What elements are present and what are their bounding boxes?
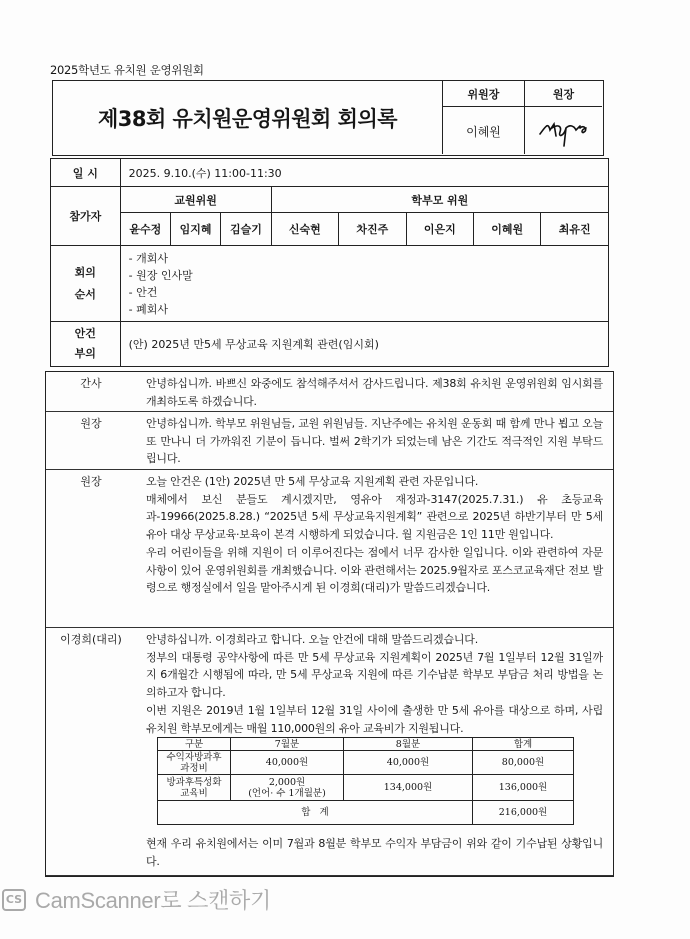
fee-value: 80,000원 bbox=[473, 751, 574, 775]
motion-label-line: 안건 bbox=[74, 327, 96, 340]
speech-paragraph: 안녕하십니까. 학부모 위원님들, 교원 위원님들. 지난주에는 유치원 운동회 때 함께 만나 뵙고 오늘 또 만나니 더 가까워진 기분이 듭니다. 벌써 2학기가 되었는데 남은 기간도 적극적인 지원 부탁드립니다. bbox=[146, 417, 603, 466]
fee-table bbox=[157, 737, 574, 825]
agenda-item: - 폐회사 bbox=[128, 302, 168, 316]
approval-role: 원장 bbox=[525, 81, 602, 107]
date-label: 일 시 bbox=[51, 159, 121, 187]
speech bbox=[146, 415, 603, 468]
date-value: 2025. 9.10.(수) 11:00-11:30 bbox=[120, 159, 608, 187]
approval-chair bbox=[442, 81, 524, 154]
teacher-members-header: 교원위원 bbox=[120, 187, 271, 213]
speaker: 간사 bbox=[80, 377, 102, 390]
approval-role: 위원장 bbox=[443, 81, 524, 107]
motion-label-line: 부의 bbox=[74, 347, 96, 360]
motion-value: (안) 2025년 만5세 무상교육 지원계획 관련(임시회) bbox=[120, 322, 608, 367]
agenda-list bbox=[120, 246, 608, 322]
speech-paragraph: 우리 어린이들을 위해 지원이 더 이루어진다는 점에서 너무 감사한 일입니다. 이와 관련하여 자문 사항이 있어 운영위원회를 개최했습니다. 이와 관련해서는 2025.9월자로 포스코교육재단 전보 발령으로 행정실에서 일을 맡아주시게 된 이경희(대리)가 말씀드리겠습니다. bbox=[146, 545, 603, 595]
speech bbox=[146, 473, 603, 597]
speech-paragraph: 이번 지원은 2019년 1월 1일부터 12월 31일 사이에 출생한 만 5세 유아를 대상으로 하며, 사립유치원 학부모에게는 매월 110,000원의 유아 교육비가 지원됩니다. bbox=[146, 703, 603, 735]
participant-name: 최유진 bbox=[541, 213, 609, 246]
fee-value: 134,000원 bbox=[344, 775, 473, 801]
speech-paragraph: 안녕하십니까. 바쁘신 와중에도 참석해주셔서 감사드립니다. 제38회 유치원 운영위원회 임시회를 개최하도록 하겠습니다. bbox=[146, 377, 603, 408]
speech bbox=[146, 375, 603, 410]
participant-name: 임지혜 bbox=[170, 213, 220, 246]
signature-scribble-icon bbox=[536, 114, 592, 148]
fee-category: 방과후특성화교육비 bbox=[158, 775, 231, 801]
participant-name: 신숙현 bbox=[271, 213, 338, 246]
speaker: 원장 bbox=[80, 417, 102, 430]
participant-name: 이혜원 bbox=[474, 213, 541, 246]
speech-paragraph: 오늘 안건은 (1안) 2025년 만 5세 무상교육 지원계획 관련 자문입니다. bbox=[146, 475, 479, 488]
parent-members-header: 학부모 위원 bbox=[271, 187, 608, 213]
agenda-label-line: 순서 bbox=[74, 287, 96, 301]
fee-value: 136,000원 bbox=[473, 775, 574, 801]
document-title: 제38회 유치원운영위원회 회의록 bbox=[97, 106, 398, 131]
participant-name: 차진주 bbox=[339, 213, 406, 246]
fee-table-header: 7월분 bbox=[231, 738, 344, 751]
speech-after-table bbox=[146, 835, 603, 870]
fee-note: (언어· 수 1개월분) bbox=[248, 787, 326, 799]
agenda-item: - 개회사 bbox=[128, 251, 168, 265]
organization-title: 2025학년도 유치원 운영위원회 bbox=[50, 63, 204, 77]
participant-name: 이은지 bbox=[406, 213, 473, 246]
fee-table-header: 구분 bbox=[158, 738, 231, 751]
participant-name: 김슬기 bbox=[221, 213, 271, 246]
minutes-entry bbox=[46, 412, 613, 470]
speech-paragraph: 현재 우리 유치원에서는 이미 7월과 8월분 학부모 수익자 부담금이 위와 같이 기수납된 상황입니다. bbox=[146, 837, 603, 868]
speaker: 이경희(대리) bbox=[60, 633, 122, 646]
speech-paragraph: 안녕하십니까. 이경희라고 합니다. 오늘 안건에 대해 말씀드리겠습니다. bbox=[146, 633, 479, 646]
agenda-item: - 안건 bbox=[128, 285, 158, 299]
fee-table-header: 합계 bbox=[473, 738, 574, 751]
speech bbox=[146, 631, 603, 737]
fee-value: 40,000원 bbox=[344, 751, 473, 775]
speaker: 원장 bbox=[80, 475, 102, 488]
camscanner-watermark bbox=[2, 884, 271, 915]
speech-paragraph: 정부의 대통령 공약사항에 따른 만 5세 무상교육 지원계획이 2025년 7월 1일부터 12월 31일까지 6개월간 시행됨에 따라, 만 5세 무상교육 지원에 따른 기수납분 학부모 부담금 처리 방법을 논의하고자 합니다. bbox=[146, 650, 603, 700]
fee-table-header: 8월분 bbox=[344, 738, 473, 751]
fee-category: 수익자방과후과정비 bbox=[158, 751, 231, 775]
fee-value: 40,000원 bbox=[231, 751, 344, 775]
motion-label bbox=[51, 322, 121, 367]
speech-paragraph: 매체에서 보신 분들도 계시겠지만, 영유아 재정과-3147(2025.7.31.) 유 초등교육과-19966(2025.8.28.) “2025년 5세 무상교육지원계획” 관련으로 2025년 하반기부터 만 5세 유아 대상 무상교육·보육이 본격 시행하게 되었습니다. 월 지원금은 1인 11만 원입니다. bbox=[146, 492, 603, 542]
minutes-entry bbox=[46, 372, 613, 412]
agenda-item: - 원장 인사말 bbox=[128, 268, 193, 282]
fee-value: 2,000원 bbox=[268, 776, 306, 788]
minutes-entry bbox=[46, 470, 613, 628]
agenda-label bbox=[51, 246, 121, 322]
participants-label: 참가자 bbox=[51, 187, 121, 246]
agenda-label-line: 회의 bbox=[74, 265, 96, 279]
camscanner-text: CamScanner로 스캔하기 bbox=[35, 888, 271, 913]
meeting-info-table bbox=[50, 158, 609, 367]
minutes-box bbox=[45, 371, 614, 877]
participant-name: 윤수정 bbox=[120, 213, 170, 246]
fee-total-value: 216,000원 bbox=[473, 801, 574, 825]
approval-director bbox=[524, 81, 602, 154]
fee-total-label: 합 계 bbox=[158, 801, 473, 825]
signature-mark bbox=[525, 107, 602, 155]
handwritten-signature: 이혜원 bbox=[466, 124, 501, 139]
document-header bbox=[52, 80, 604, 156]
fee-value-cell bbox=[231, 775, 344, 801]
camscanner-logo-icon: CS bbox=[2, 889, 26, 911]
